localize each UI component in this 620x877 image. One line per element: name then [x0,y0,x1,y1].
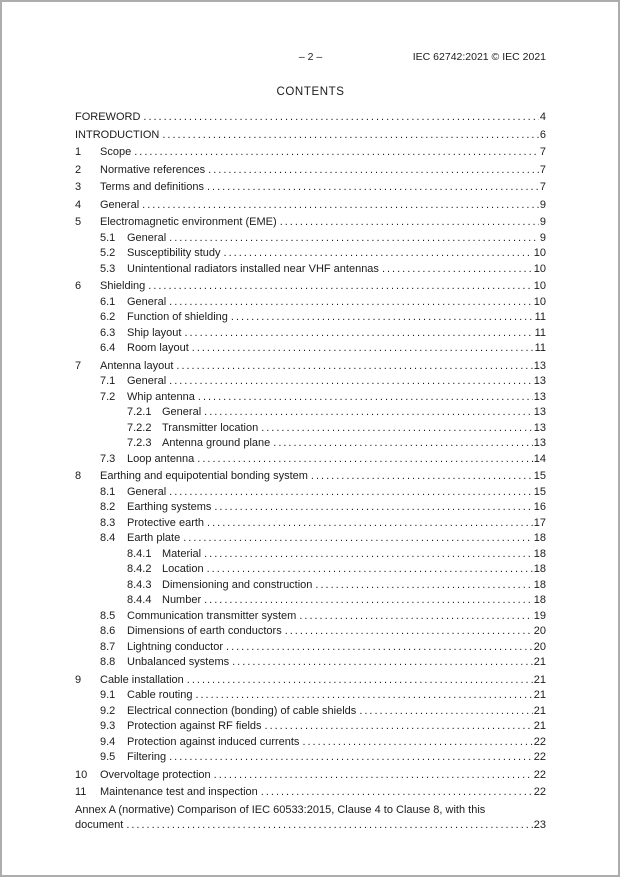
toc-entry-label: Dimensioning and construction [162,578,313,591]
toc-entry-page: 11 [534,311,546,323]
toc-entry-label: Electrical connection (bonding) of cable shields [127,704,357,717]
toc-entry-number: 3 [75,181,82,193]
toc-entry-page: 21 [533,689,546,701]
toc-entry-page: 18 [533,578,546,591]
dot-leader [311,469,533,485]
toc-entry-number: 6 [75,280,82,292]
toc-entry-page: 10 [533,262,546,275]
toc-entry-number: 8.4.1 [127,547,152,560]
toc-entry-label: Cable installation [100,673,184,686]
toc-entry-number: 8.7 [100,640,116,653]
toc-entry-page: 13 [533,406,546,418]
toc-entry [75,128,546,144]
toc-entry-number: 5.1 [100,231,116,244]
toc-entry-page: 11 [534,326,546,339]
dot-leader [285,624,533,640]
toc-entry-number: 7.2 [100,390,116,403]
toc-entry-label: Antenna layout [100,359,174,372]
toc-entry-page: 18 [533,594,546,606]
toc-entry-number: 5 [75,216,82,228]
page-header [75,50,546,64]
toc-entry-label: Dimensions of earth conductors [127,625,282,637]
toc-entry-number: 8.5 [100,609,116,622]
toc-entry [75,295,546,311]
toc-entry [75,436,546,452]
toc-entry [75,262,546,278]
toc-entry-page: 11 [534,342,546,354]
toc-entry [75,640,546,656]
toc-entry-number: 9.1 [100,689,116,701]
toc-entry-page: 19 [533,609,546,622]
toc-entry-number: 9.3 [100,720,116,732]
toc-entry-label: Earthing systems [127,501,212,513]
toc-entry [75,341,546,357]
toc-entry-label: Unbalanced systems [127,656,230,668]
toc-entry-number: 8.4.4 [127,594,152,606]
toc-entry [75,704,546,720]
toc-entry-number: 8.4.2 [127,563,152,575]
dot-leader [187,673,533,689]
toc-entry [75,818,546,834]
dot-leader [261,785,533,801]
toc-entry-page: 15 [533,485,546,498]
toc-entry [75,578,546,594]
toc-entry-label: INTRODUCTION [75,128,160,141]
toc-entry-number: 5.2 [100,247,116,259]
dot-leader [224,246,533,262]
toc-entry-number: 6.2 [100,311,116,323]
dot-leader [198,390,533,406]
toc-entry-page: 13 [533,375,546,387]
toc-entry [75,421,546,437]
toc-entry-page: 20 [533,640,546,653]
toc-entry-page: 9 [539,231,546,244]
toc-entry [75,485,546,501]
dot-leader [207,180,539,196]
toc-entry-label: document [75,819,124,831]
toc-entry-label: FOREWORD [75,111,141,123]
dot-leader [192,341,534,357]
toc-entry-number: 7.2.1 [127,406,152,418]
dot-leader [382,262,533,278]
dot-leader [299,609,532,625]
toc-entry-label: Terms and definitions [100,181,204,193]
toc-entry-page: 6 [539,128,546,141]
toc-entry-label: Whip antenna [127,390,195,403]
toc-entry-number: 11 [75,786,87,798]
toc-entry-page: 15 [533,470,546,482]
dot-leader [214,768,533,784]
dot-leader [195,688,532,704]
toc-entry-page: 7 [539,146,546,158]
toc-entry [75,110,546,126]
toc-entry-label: Susceptibility study [127,247,221,259]
toc-entry-label: Shielding [100,280,146,292]
toc-entry-page: 10 [533,295,546,308]
toc-entry [75,310,546,326]
toc-entry-page: 16 [533,501,546,513]
toc-entry-page: 13 [533,437,546,449]
toc-entry [75,326,546,342]
toc-entry [75,374,546,390]
toc-entry-label: General [127,375,167,387]
toc-entry-page: 7 [539,181,546,193]
dot-leader [143,110,538,126]
dot-leader [232,655,533,671]
toc-entry-number: 7 [75,359,82,372]
dot-leader [169,374,533,390]
toc-entry-label: Scope [100,146,132,158]
toc-entry-number: 9.5 [100,751,116,763]
toc-entry-number: 8.8 [100,656,116,668]
dot-leader [169,485,533,501]
toc-entry-page: 21 [533,673,546,686]
dot-leader [169,231,539,247]
toc-entry [75,180,546,196]
dot-leader [169,750,533,766]
toc-entry-label: General [162,406,202,418]
toc-entry-page: 9 [539,198,546,211]
toc-entry [75,516,546,532]
toc-entry [75,359,546,375]
toc-entry [75,785,546,801]
toc-entry [75,609,546,625]
toc-entry-page: 21 [533,720,546,732]
toc-entry-label: General [127,295,167,308]
dot-leader [207,562,533,578]
toc-entry [75,279,546,295]
dot-leader [184,326,533,342]
toc-entry [75,469,546,485]
toc-entry-page: 21 [533,656,546,668]
dot-leader [302,735,532,751]
dot-leader [148,279,532,295]
document-reference: IEC 62742:2021 © IEC 2021 [412,51,546,63]
toc-entry-page: 18 [533,532,546,544]
toc-entry-label: General [127,485,167,498]
toc-entry-number: 7.1 [100,375,116,387]
toc-entry [75,768,546,784]
dot-leader [359,704,532,720]
toc-entry-number: 8.3 [100,516,116,529]
dot-leader [231,310,534,326]
dot-leader [126,818,532,834]
toc-entry-page: 9 [539,216,546,228]
toc-entry [75,531,546,547]
toc-entry-label: Antenna ground plane [162,437,271,449]
toc-entry-label: Overvoltage protection [100,768,211,781]
toc-entry-label: General [127,231,167,244]
toc-entry [75,500,546,516]
toc-entry-page: 22 [533,751,546,763]
toc-entry-number: 2 [75,163,82,176]
toc-entry-number: 7.2.3 [127,437,152,449]
toc-entry-label: Protection against RF fields [127,720,262,732]
toc-entry [75,719,546,735]
dot-leader [315,578,532,594]
toc-entry-number: 10 [75,768,88,781]
dot-leader [183,531,533,547]
toc-entry-number: 8.4.3 [127,578,152,591]
toc-entry-number: 8.2 [100,501,116,513]
toc-entry-label: Ship layout [127,326,182,339]
toc-entry-page: 13 [533,421,546,434]
dot-leader [273,436,532,452]
toc-entry-number: 4 [75,198,82,211]
toc-entry-label: Earth plate [127,532,181,544]
dot-leader [142,198,539,214]
toc-entry-number: 7.2.2 [127,421,152,434]
toc-entry-number: 8 [75,470,82,482]
dot-leader [134,145,539,161]
toc-entry [75,145,546,161]
dot-leader [162,128,539,144]
toc-entry-label: Normative references [100,163,206,176]
dot-leader [261,421,533,437]
toc-entry-page: 22 [533,768,546,781]
toc-entry-number: 6.1 [100,295,116,308]
toc-entry-number: 6.3 [100,326,116,339]
toc-entry [75,246,546,262]
toc-entry [75,655,546,671]
toc-entry-number: 6.4 [100,342,116,354]
page-number-marker: – 2 – [298,51,323,63]
toc-entry-page: 13 [533,390,546,403]
toc-entry-label: Material [162,547,202,560]
toc-entry-label: Communication transmitter system [127,609,297,622]
dot-leader [204,405,533,421]
toc-entry [75,624,546,640]
toc-entry [75,405,546,421]
dot-leader [169,295,533,311]
toc-entry [75,231,546,247]
toc-entry-label: Electromagnetic environment (EME) [100,216,277,228]
toc-entry-label: Earthing and equipotential bonding system [100,470,308,482]
toc-entry-number: 8.1 [100,485,116,498]
table-of-contents [75,110,546,834]
contents-title: CONTENTS [276,86,345,98]
toc-entry [75,547,546,563]
toc-entry-label: Cable routing [127,689,193,701]
dot-leader [208,163,539,179]
dot-leader [265,719,533,735]
toc-entry-number: 8.6 [100,625,116,637]
dot-leader [280,215,539,231]
toc-entry-label: Location [162,563,204,575]
toc-entry-page: 13 [533,359,546,372]
toc-entry-label: Protective earth [127,516,205,529]
toc-entry-number: 9 [75,673,82,686]
toc-entry [75,803,546,819]
toc-entry [75,390,546,406]
dot-leader [204,593,533,609]
toc-entry-number: 8.4 [100,532,116,544]
toc-entry [75,673,546,689]
toc-entry-page: 18 [533,547,546,560]
toc-entry-label: Loop antenna [127,452,195,465]
toc-entry-page: 20 [533,625,546,637]
toc-entry-label: Annex A (normative) Comparison of IEC 60533:2015, Clause 4 to Clause 8, with this [75,803,486,816]
dot-leader [226,640,533,656]
toc-entry [75,215,546,231]
toc-entry-page: 17 [533,516,546,529]
toc-entry-label: Filtering [127,751,167,763]
toc-entry-page: 7 [539,163,546,176]
toc-entry-label: Unintentional radiators installed near VHF antennas [127,262,379,275]
dot-leader [207,516,533,532]
toc-entry-page: 10 [533,280,546,292]
toc-entry-number: 9.2 [100,704,116,717]
dot-leader [176,359,532,375]
toc-entry-number: 5.3 [100,262,116,275]
toc-entry-page: 23 [533,819,546,831]
toc-entry-label: Maintenance test and inspection [100,786,258,798]
dot-leader [197,452,532,468]
toc-entry-page: 22 [533,786,546,798]
toc-entry [75,750,546,766]
toc-entry-label: General [100,198,140,211]
toc-entry-number: 1 [75,146,82,158]
toc-entry-page: 18 [533,563,546,575]
toc-entry-label: Number [162,594,202,606]
toc-entry-page: 10 [533,247,546,259]
toc-entry-page: 22 [533,735,546,748]
toc-entry-page: 4 [539,111,546,123]
dot-leader [214,500,532,516]
toc-entry [75,735,546,751]
toc-entry-label: Transmitter location [162,421,259,434]
toc-entry [75,163,546,179]
toc-entry-number: 7.3 [100,452,116,465]
toc-entry-label: Protection against induced currents [127,735,300,748]
toc-entry-page: 21 [533,704,546,717]
toc-entry [75,562,546,578]
toc-entry-page: 14 [533,452,546,465]
toc-entry [75,593,546,609]
toc-entry-label: Room layout [127,342,189,354]
toc-entry-number: 9.4 [100,735,116,748]
toc-entry [75,452,546,468]
toc-entry-label: Function of shielding [127,311,228,323]
toc-entry [75,198,546,214]
toc-entry-label: Lightning conductor [127,640,224,653]
dot-leader [204,547,533,563]
toc-entry [75,688,546,704]
